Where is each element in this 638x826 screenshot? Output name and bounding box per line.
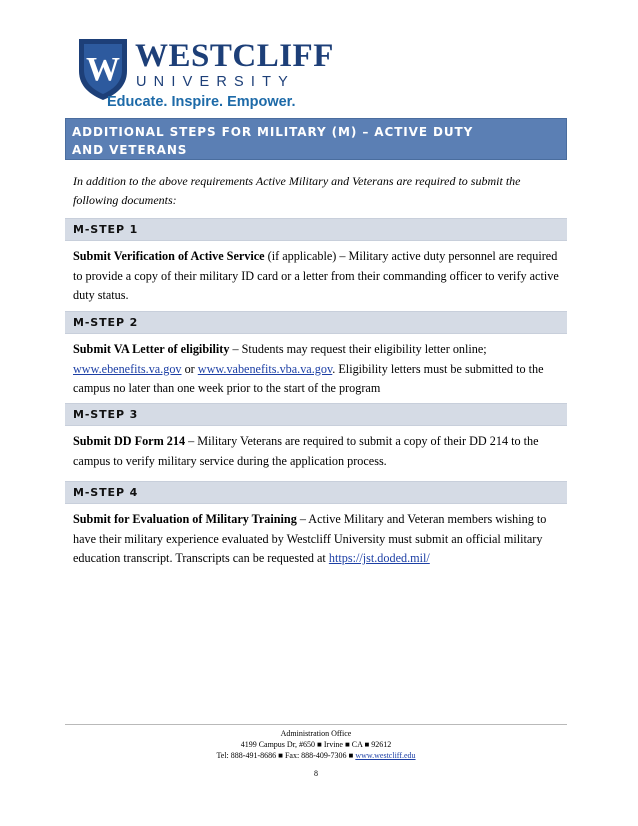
page-number: 8 <box>314 769 318 778</box>
step-header-3 <box>65 403 567 426</box>
shield-letter: W <box>86 51 120 88</box>
section-title: ADDITIONAL STEPS FOR MILITARY (M) – ACTIVE DUTY AND VETERANS <box>72 125 474 157</box>
step-heading: Submit VA Letter of eligibility <box>73 342 230 356</box>
step-label: M-STEP 1 <box>73 223 139 236</box>
logo-wordmark: WESTCLIFF <box>135 38 334 74</box>
footer-office: Administration Office <box>280 729 352 738</box>
step-heading: Submit DD Form 214 <box>73 434 186 448</box>
footer-address: 4199 Campus Dr, #650 ■ Irvine ■ CA ■ 92612 <box>240 740 392 749</box>
step-text: – Students may request their eligibility letter online; <box>229 342 487 356</box>
step-label: M-STEP 3 <box>73 408 139 421</box>
ebenefits-link[interactable]: www.ebenefits.va.gov <box>73 361 182 376</box>
website-link[interactable]: www.westcliff.edu <box>355 751 416 760</box>
step-text: – Active Military and Veteran members wishing to have their military experience evaluated by Westcliff University must submit an official military education transcript. Transcripts can be requested at <box>73 512 547 565</box>
shield-icon <box>77 37 129 101</box>
step-label: M-STEP 4 <box>73 486 139 499</box>
step-heading: Submit for Evaluation of Military Training <box>73 512 297 526</box>
step-body-4 <box>73 510 565 569</box>
step-header-4 <box>65 481 567 504</box>
logo-tagline: Educate. Inspire. Empower. <box>107 94 296 110</box>
step-header-2 <box>65 311 567 334</box>
step-body-2 <box>73 340 565 399</box>
step-text-end: . Eligibility letters must be submitted to the campus no later than one week prior to the start of the program <box>73 361 544 395</box>
step-text-mid: or <box>181 361 198 376</box>
step-header-1 <box>65 218 567 241</box>
footer-divider <box>65 724 567 725</box>
step-text: – Military Veterans are required to submit a copy of their DD 214 to the campus to verify military service during the application process. <box>73 434 539 468</box>
step-label: M-STEP 2 <box>73 316 139 329</box>
westcliff-logo <box>77 37 334 113</box>
jst-link[interactable]: https://jst.doded.mil/ <box>328 551 430 565</box>
vabenefits-link[interactable]: www.vabenefits.vba.va.gov <box>197 361 333 376</box>
section-header <box>65 118 567 160</box>
step-text: (if applicable) – Military active duty personnel are required to provide a copy of their military ID card or a letter from their commanding officer to verify active duty status. <box>73 249 559 302</box>
logo-university: UNIVERSITY <box>136 74 296 90</box>
footer-phone-fax: Tel: 888-491-8686 ■ Fax: 888-409-7306 ■ <box>216 751 356 760</box>
step-heading: Submit Verification of Active Service <box>73 249 265 263</box>
step-body-1 <box>73 247 565 306</box>
footer-contact <box>65 750 567 761</box>
intro-text: In addition to the above requirements Active Military and Veterans are required to submit the following documents: <box>73 174 521 207</box>
step-body-3 <box>73 432 565 471</box>
